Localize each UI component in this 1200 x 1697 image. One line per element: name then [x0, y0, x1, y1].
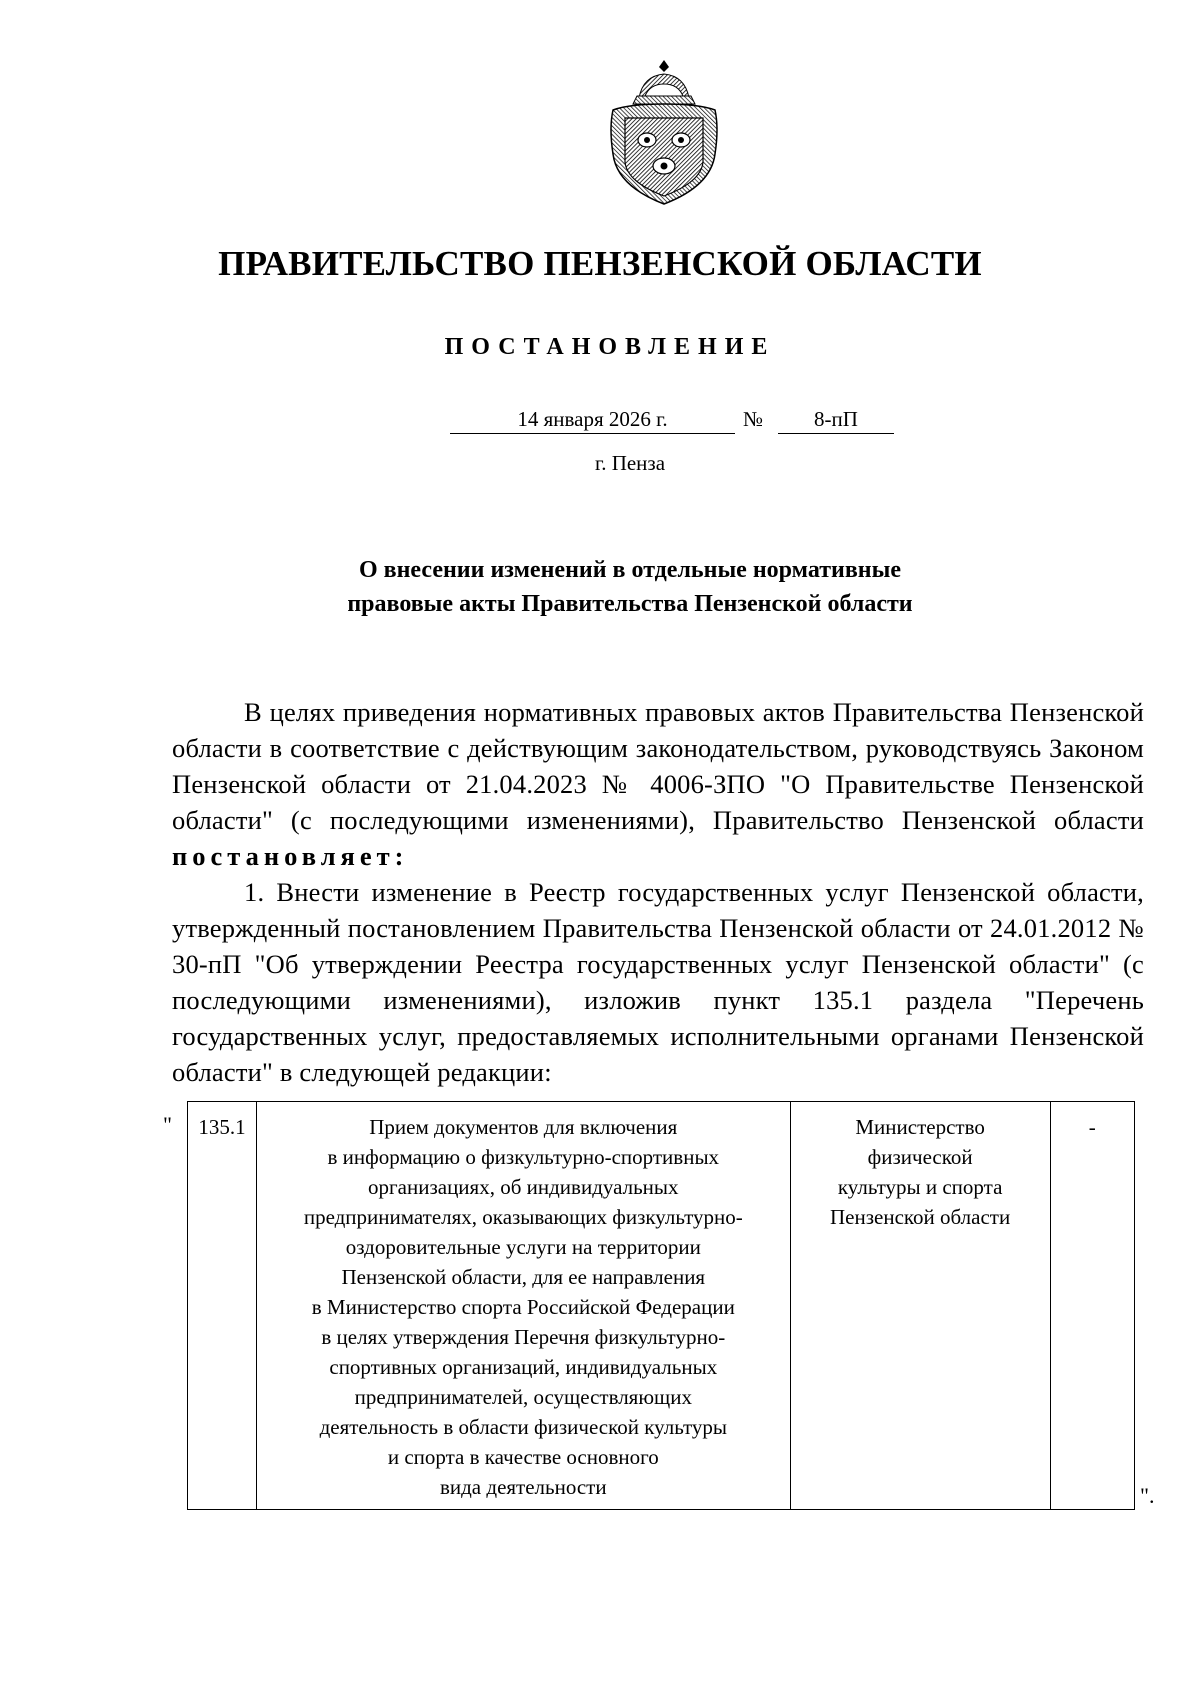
document-subject: [0, 553, 1200, 621]
service-line: Прием документов для включения: [369, 1115, 678, 1139]
document-body: [172, 694, 1144, 1090]
service-line: в Министерство спорта Российской Федерации: [311, 1295, 735, 1319]
table-row: [188, 1102, 1135, 1510]
service-name-cell: [256, 1102, 790, 1510]
table-open-quote: ": [163, 1112, 172, 1137]
organ-line: физической: [867, 1145, 973, 1169]
service-line: предпринимателей, осуществляющих: [354, 1385, 692, 1409]
subject-line-1: О внесении изменений в отдельные нормативные: [358, 557, 902, 583]
item-1-paragraph: 1. Внести изменение в Реестр государственных услуг Пензенской области, утвержденный постановлением Правительства Пензенской области от 24.01.2012 № 30-пП "Об утверждении Реестра государственных услуг Пензенской области" (с последующими изменениями), изложив пункт 135.1 раздела "Перечень государственных услуг, предоставляемых исполнительными органами Пензенской области" в следующей редакции:: [172, 877, 1144, 1087]
service-line: и спорта в качестве основного: [387, 1445, 659, 1469]
extra-cell: -: [1050, 1102, 1134, 1510]
organ-line: Пензенской области: [830, 1205, 1011, 1229]
preamble-text: В целях приведения нормативных правовых актов Правительства Пензенской области в соответствие с действующим законодательством, руководствуясь Законом Пензенской области от 21.04.2023 № 4006-ЗПО "О Правительстве Пензенской области" (с последующими изменениями), Правительство Пензенской области: [172, 697, 1144, 835]
document-date: 14 января 2026 г.: [450, 407, 735, 434]
table-close-quote: ".: [1140, 1483, 1155, 1508]
number-sign: №: [743, 407, 764, 431]
organ-line: Министерство: [855, 1115, 985, 1139]
service-line: организациях, об индивидуальных: [368, 1175, 679, 1199]
subject-line-2: правовые акты Правительства Пензенской области: [347, 591, 913, 617]
document-number: 8-пП: [778, 407, 894, 434]
responsible-organ-cell: [790, 1102, 1050, 1510]
organ-line: культуры и спорта: [837, 1175, 1003, 1199]
service-line: спортивных организаций, индивидуальных: [329, 1355, 718, 1379]
registry-table: [187, 1101, 1135, 1510]
service-line: оздоровительные услуги на территории: [345, 1235, 701, 1259]
document-type-heading: ПОСТАНОВЛЕНИЕ: [444, 334, 776, 360]
coat-of-arms-icon: [603, 58, 725, 208]
document-city: г. Пенза: [594, 451, 666, 475]
service-line: Пензенской области, для ее направления: [341, 1265, 706, 1289]
preamble-paragraph: [172, 694, 1144, 874]
decree-word: постановляет:: [172, 841, 409, 871]
service-line: вида деятельности: [439, 1475, 607, 1499]
service-line: в целях утверждения Перечня физкультурно-: [321, 1325, 726, 1349]
service-line: предпринимателях, оказывающих физкультурно-: [303, 1205, 743, 1229]
service-line: в информацию о физкультурно-спортивных: [327, 1145, 720, 1169]
row-number-cell: 135.1: [188, 1102, 257, 1510]
organization-title: ПРАВИТЕЛЬСТВО ПЕНЗЕНСКОЙ ОБЛАСТИ: [218, 244, 982, 283]
service-line: деятельность в области физической культуры: [319, 1415, 727, 1439]
